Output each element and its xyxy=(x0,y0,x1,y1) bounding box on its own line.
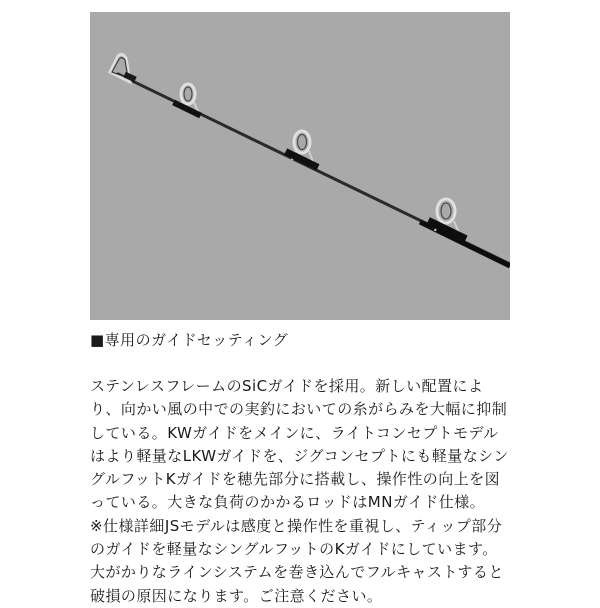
fishing-rod-guides-photo xyxy=(90,12,510,320)
description-line: り、向かい風の中での実釣においての糸がらみを大幅に抑制 xyxy=(90,400,508,419)
description-line: のガイドを軽量なシングルフットのKガイドにしています。 xyxy=(90,540,498,559)
description-text xyxy=(90,375,510,608)
description-line: 破損の原因になります。ご注意ください。 xyxy=(90,586,383,605)
description-line: っている。大きな負荷のかかるロッドはMNガイド仕様。 xyxy=(90,493,486,512)
description-line: している。KWガイドをメインに、ライトコンセプトモデル xyxy=(90,423,499,442)
description-line: グルフットKガイドを穂先部分に搭載し、操作性の向上を図 xyxy=(90,470,501,489)
photo-background xyxy=(90,12,510,320)
description-line: ※仕様詳細JSモデルは感度と操作性を重視し、ティップ部分 xyxy=(90,516,503,535)
description-line: ステンレスフレームのSiCガイドを採用。新しい配置によ xyxy=(90,377,484,395)
description-line: 大がかりなラインシステムを巻き込んでフルキャストすると xyxy=(90,563,504,582)
description-line: はより軽量なLKWガイドを、ジグコンセプトにも軽量なシン xyxy=(90,446,509,465)
product-photo xyxy=(90,12,510,320)
section-heading: ■専用のガイドセッティング xyxy=(90,331,289,349)
